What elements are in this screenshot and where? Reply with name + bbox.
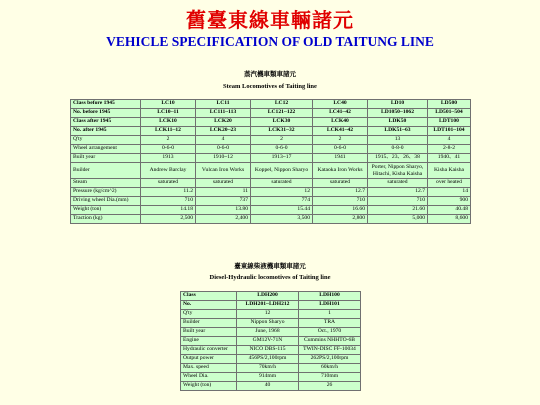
steam-table-cell: 900 bbox=[428, 197, 471, 206]
steam-table-row-label: Builder bbox=[71, 163, 141, 179]
steam-table-cell: 13.80 bbox=[196, 206, 251, 215]
steam-table-cell: LCK20~23 bbox=[196, 127, 251, 136]
steam-table-cell: Porter, Nippon Sharyo, Hitachi, Kisha Kaisha bbox=[368, 163, 428, 179]
steam-table-cell: LC10 bbox=[141, 100, 196, 109]
steam-table-cell: LD10 bbox=[368, 100, 428, 109]
steam-table-cell: saturated bbox=[141, 179, 196, 188]
steam-table-row bbox=[71, 109, 471, 118]
steam-table-cell: LD501~504 bbox=[428, 109, 471, 118]
diesel-table-cell: June, 1968 bbox=[237, 328, 299, 337]
diesel-table-cell: LDH101 bbox=[299, 301, 361, 310]
steam-table-cell: LCK40 bbox=[313, 118, 368, 127]
diesel-table-row bbox=[181, 310, 361, 319]
steam-section-title-english: Steam Locomotives of Taiting line bbox=[223, 83, 317, 90]
steam-table-cell: 0-6-0 bbox=[196, 145, 251, 154]
steam-table-row-label: No. before 1945 bbox=[71, 109, 141, 118]
diesel-table-cell: Nippon Sharyo bbox=[237, 319, 299, 328]
steam-table-cell: 11 bbox=[196, 188, 251, 197]
steam-table-cell: 1913~17 bbox=[251, 154, 313, 163]
steam-table-row bbox=[71, 145, 471, 154]
steam-table-row-label: Class before 1945 bbox=[71, 100, 141, 109]
steam-table-cell: Kataoka Iron Works bbox=[313, 163, 368, 179]
diesel-section-title-chinese: 臺東線柴液機車類車諸元 bbox=[234, 262, 306, 270]
steam-table-row bbox=[71, 118, 471, 127]
steam-table-row-label: Traction (kg) bbox=[71, 215, 141, 224]
diesel-table-cell: 26 bbox=[299, 382, 361, 391]
steam-table-cell: 40.48 bbox=[428, 206, 471, 215]
diesel-table-row-label: Wheel Dia. bbox=[181, 373, 237, 382]
diesel-table-row-label: Builder bbox=[181, 319, 237, 328]
steam-table-cell: LC121~122 bbox=[251, 109, 313, 118]
steam-locomotive-table bbox=[70, 99, 471, 224]
steam-table-cell: Kisha Kaisha bbox=[428, 163, 471, 179]
steam-table-cell: 1913 bbox=[141, 154, 196, 163]
steam-table-body bbox=[71, 100, 471, 224]
steam-table-row-label: Class after 1945 bbox=[71, 118, 141, 127]
diesel-table-cell: Oct., 1970 bbox=[299, 328, 361, 337]
steam-table-cell: 737 bbox=[196, 197, 251, 206]
steam-table-cell: 710 bbox=[313, 197, 368, 206]
steam-table-row-label: Driving wheel Dia.(mm) bbox=[71, 197, 141, 206]
steam-table-cell: LC40 bbox=[313, 100, 368, 109]
steam-table-cell: LCK11~12 bbox=[141, 127, 196, 136]
diesel-table-body bbox=[181, 292, 361, 391]
steam-table-cell: 0-8-0 bbox=[368, 145, 428, 154]
steam-table-cell: LC12 bbox=[251, 100, 313, 109]
steam-table-row-label: Weight (ton) bbox=[71, 206, 141, 215]
diesel-table-row-label: Built year bbox=[181, 328, 237, 337]
steam-table-cell: 4 bbox=[196, 136, 251, 145]
steam-table-cell: 1941 bbox=[313, 154, 368, 163]
steam-table-cell: 1910~12 bbox=[196, 154, 251, 163]
page-title-english: VEHICLE SPECIFICATION OF OLD TAITUNG LINE bbox=[106, 34, 434, 49]
diesel-table-row bbox=[181, 301, 361, 310]
diesel-table-row-label: Q'ty bbox=[181, 310, 237, 319]
steam-table-cell: 1915、23、26、38 bbox=[368, 154, 428, 163]
steam-table-cell: LCK10 bbox=[141, 118, 196, 127]
diesel-table-cell: 60km/h bbox=[299, 364, 361, 373]
diesel-table-row bbox=[181, 373, 361, 382]
steam-table-cell: Vulcan Iron Works bbox=[196, 163, 251, 179]
steam-table-cell: 774 bbox=[251, 197, 313, 206]
steam-table-cell: LC41~42 bbox=[313, 109, 368, 118]
steam-table-cell: saturated bbox=[368, 179, 428, 188]
steam-table-row bbox=[71, 154, 471, 163]
diesel-table-cell: 40 bbox=[237, 382, 299, 391]
steam-table-cell: 2,400 bbox=[196, 215, 251, 224]
diesel-table-cell: 70km/h bbox=[237, 364, 299, 373]
diesel-table-row-label: Max. speed bbox=[181, 364, 237, 373]
steam-table-row bbox=[71, 215, 471, 224]
steam-table-cell: 4 bbox=[428, 136, 471, 145]
steam-table-row bbox=[71, 188, 471, 197]
steam-table-cell: saturated bbox=[313, 179, 368, 188]
steam-table-cell: 0-6-0 bbox=[141, 145, 196, 154]
steam-table-row bbox=[71, 100, 471, 109]
steam-table-row bbox=[71, 197, 471, 206]
diesel-locomotive-table bbox=[180, 291, 361, 391]
steam-table-row bbox=[71, 179, 471, 188]
steam-table-cell: LC111~113 bbox=[196, 109, 251, 118]
steam-table-cell: LDK50 bbox=[368, 118, 428, 127]
steam-table-cell: 14 bbox=[428, 188, 471, 197]
steam-table-cell: 2 bbox=[251, 136, 313, 145]
steam-table-cell: 2,500 bbox=[141, 215, 196, 224]
diesel-table-cell: 1 bbox=[299, 310, 361, 319]
steam-table-row-label: Pressure (kg/cm^2) bbox=[71, 188, 141, 197]
steam-section-title-chinese: 蒸汽機車類車諸元 bbox=[244, 70, 296, 78]
steam-table-cell: 0-6-0 bbox=[313, 145, 368, 154]
diesel-table-cell: 710mm bbox=[299, 373, 361, 382]
steam-table-cell: LD1050~1062 bbox=[368, 109, 428, 118]
steam-table-cell: LDT100 bbox=[428, 118, 471, 127]
diesel-table-cell: TRA bbox=[299, 319, 361, 328]
steam-table-row bbox=[71, 163, 471, 179]
diesel-table-row bbox=[181, 364, 361, 373]
steam-table-cell: LC10~11 bbox=[141, 109, 196, 118]
diesel-table-cell: LDH201~LDH212 bbox=[237, 301, 299, 310]
steam-table-cell: Andrew Barclay bbox=[141, 163, 196, 179]
steam-table-cell: 5,000 bbox=[368, 215, 428, 224]
diesel-table-row bbox=[181, 382, 361, 391]
diesel-table-row-label: Hydraulic converter bbox=[181, 346, 237, 355]
steam-table-cell: 2-8-2 bbox=[428, 145, 471, 154]
diesel-table-row bbox=[181, 346, 361, 355]
steam-table-row-label: Steam bbox=[71, 179, 141, 188]
diesel-table-cell: TWIN-DISC FF-10034 bbox=[299, 346, 361, 355]
steam-table-cell: 13 bbox=[368, 136, 428, 145]
steam-table-cell: LCK41~42 bbox=[313, 127, 368, 136]
steam-table-row bbox=[71, 127, 471, 136]
steam-table-cell: 12.7 bbox=[313, 188, 368, 197]
steam-table-cell: 8,600 bbox=[428, 215, 471, 224]
diesel-table-cell: LDH100 bbox=[299, 292, 361, 301]
steam-table-cell: 2 bbox=[141, 136, 196, 145]
steam-table-cell: 710 bbox=[141, 197, 196, 206]
diesel-table-row-label: Output power bbox=[181, 355, 237, 364]
steam-table-cell: Koppel, Nippon Sharyo bbox=[251, 163, 313, 179]
diesel-table-row-label: Class bbox=[181, 292, 237, 301]
diesel-section-title-english: Diesel-Hydraulic locomotives of Taiting line bbox=[209, 274, 331, 281]
steam-table-row bbox=[71, 206, 471, 215]
steam-table-cell: LDT101~104 bbox=[428, 127, 471, 136]
steam-table-cell: 14.18 bbox=[141, 206, 196, 215]
diesel-table-cell: 262PS/2,100rpm bbox=[299, 355, 361, 364]
steam-table-cell: LCK20 bbox=[196, 118, 251, 127]
steam-table-cell: 2,800 bbox=[313, 215, 368, 224]
steam-table-cell: 12.7 bbox=[368, 188, 428, 197]
steam-table-cell: 2 bbox=[313, 136, 368, 145]
steam-table-cell: LC11 bbox=[196, 100, 251, 109]
steam-table-cell: 16.60 bbox=[313, 206, 368, 215]
diesel-table-cell: Cummins NHHTO-6B bbox=[299, 337, 361, 346]
diesel-table-cell: NICO DBS-115 bbox=[237, 346, 299, 355]
diesel-table-cell: 456PS/2,100rpm bbox=[237, 355, 299, 364]
diesel-table-row bbox=[181, 355, 361, 364]
steam-table-cell: 710 bbox=[368, 197, 428, 206]
steam-table-row-label: Built year bbox=[71, 154, 141, 163]
diesel-table-cell: 12 bbox=[237, 310, 299, 319]
steam-table-row-label: No. after 1945 bbox=[71, 127, 141, 136]
diesel-table-cell: GM12V-71N bbox=[237, 337, 299, 346]
diesel-table-row-label: Weight (ton) bbox=[181, 382, 237, 391]
steam-table-cell: 12 bbox=[251, 188, 313, 197]
steam-table-row-label: Q'ty bbox=[71, 136, 141, 145]
steam-table-row-label: Wheel arrangement bbox=[71, 145, 141, 154]
diesel-table-row-label: No. bbox=[181, 301, 237, 310]
diesel-table-row bbox=[181, 292, 361, 301]
steam-table-cell: LD500 bbox=[428, 100, 471, 109]
page-title-chinese: 舊臺東線車輛諸元 bbox=[186, 8, 354, 32]
steam-table-cell: saturated bbox=[196, 179, 251, 188]
steam-table-cell: LDK51~63 bbox=[368, 127, 428, 136]
diesel-table-row bbox=[181, 337, 361, 346]
steam-table-cell: saturated bbox=[251, 179, 313, 188]
diesel-table-row-label: Engine bbox=[181, 337, 237, 346]
steam-table-row bbox=[71, 136, 471, 145]
steam-table-cell: 0-6-0 bbox=[251, 145, 313, 154]
steam-table-cell: over heated bbox=[428, 179, 471, 188]
steam-table-cell: LCK30 bbox=[251, 118, 313, 127]
steam-table-cell: 15.44 bbox=[251, 206, 313, 215]
diesel-table-row bbox=[181, 328, 361, 337]
diesel-table-cell: 914mm bbox=[237, 373, 299, 382]
diesel-table-cell: LDH200 bbox=[237, 292, 299, 301]
steam-table-cell: 11.2 bbox=[141, 188, 196, 197]
steam-table-cell: 21.60 bbox=[368, 206, 428, 215]
steam-table-cell: 1940、41 bbox=[428, 154, 471, 163]
steam-table-cell: 3,500 bbox=[251, 215, 313, 224]
diesel-table-row bbox=[181, 319, 361, 328]
steam-table-cell: LCK31~32 bbox=[251, 127, 313, 136]
